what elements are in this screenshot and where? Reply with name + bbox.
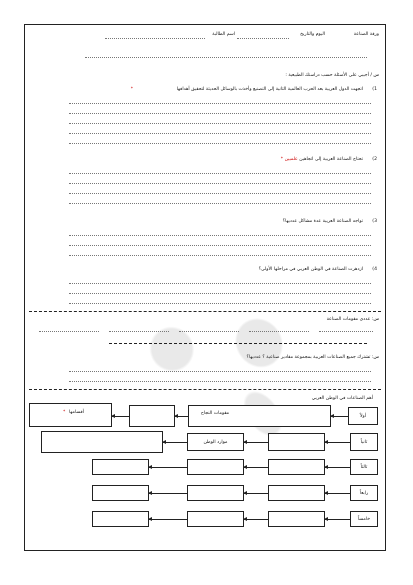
section-divider — [109, 343, 367, 344]
q1-item-3-number: 3) — [372, 219, 377, 224]
q3-prompt: س: تشترك جميع الصناعات العربية بمجموعة مقادير صناعية ؟ عدديها؟ — [246, 355, 379, 360]
row1-answer-box[interactable] — [129, 405, 175, 427]
star-marker: * — [63, 410, 66, 415]
student-name-label: اسم الطالبة — [212, 32, 235, 37]
row1-left-text: أقسامها — [69, 410, 84, 415]
answer-line[interactable] — [109, 331, 169, 332]
q1-item-3-text: تواجه الصناعة العربية عدة مشاكل عدديها؟ — [282, 219, 363, 224]
row3-box-2[interactable] — [187, 459, 244, 475]
answer-line[interactable] — [69, 245, 371, 246]
row3-box-3[interactable] — [92, 459, 149, 475]
q1-item-1-text: اتجهت الدول العربية بعد الحرب العالمية الثانية إلى التصنيع وأخذت بالوسائل الحديثة لتحقيق أهدافها — [176, 87, 363, 92]
row-label-fifth: خامساً — [350, 511, 378, 527]
connector-arrow — [325, 467, 350, 468]
q1-item-2-text: تحتاج الصناعة العربية إلى اتجاهين علميين * — [280, 157, 363, 162]
answer-line[interactable] — [69, 293, 371, 294]
connector-arrow — [244, 442, 268, 443]
connector-arrow — [325, 519, 350, 520]
answer-line[interactable] — [69, 173, 371, 174]
connector-arrow — [175, 416, 188, 417]
row-label-second: ثانياً — [350, 433, 378, 451]
connector-arrow — [149, 519, 187, 520]
answer-line[interactable] — [179, 331, 239, 332]
diagram-title: أهم الصناعات في الوطن العربي — [311, 396, 373, 401]
answer-line[interactable] — [319, 331, 373, 332]
date-fill-line[interactable] — [237, 38, 289, 39]
answer-line[interactable] — [69, 303, 371, 304]
section-divider — [29, 389, 381, 390]
row-label-fourth: رابعاً — [350, 485, 378, 501]
answer-line[interactable] — [69, 255, 371, 256]
row5-box-1[interactable] — [268, 511, 325, 527]
connector-arrow — [149, 493, 187, 494]
connector-arrow — [244, 519, 268, 520]
header-answer-line[interactable] — [85, 57, 367, 58]
connector-arrow — [112, 416, 129, 417]
row1-middle-label: مقومات النجاح — [200, 410, 230, 416]
connector-arrow — [331, 416, 348, 417]
answer-line[interactable] — [69, 371, 371, 372]
watermark-logo — [42, 150, 413, 539]
answer-line[interactable] — [69, 123, 371, 124]
worksheet-page — [24, 24, 386, 551]
row4-box-3[interactable] — [92, 485, 149, 501]
connector-arrow — [325, 442, 350, 443]
connector-arrow — [244, 467, 268, 468]
answer-line[interactable] — [69, 133, 371, 134]
q1-item-2-number: 2) — [372, 157, 377, 162]
q2-prompt: س: عددي مقومات الصناعة — [326, 317, 379, 322]
q1-item-1-number: 1) — [372, 87, 377, 92]
row4-box-1[interactable] — [268, 485, 325, 501]
highlighted-word: علميين — [284, 157, 298, 162]
q1-prompt: س / أجيبي على الأسئلة حسب دراستك الطبيعية : — [285, 73, 379, 78]
answer-line[interactable] — [69, 203, 371, 204]
connector-arrow — [163, 442, 187, 443]
answer-line[interactable] — [69, 381, 371, 382]
answer-line[interactable] — [69, 193, 371, 194]
row5-box-2[interactable] — [187, 511, 244, 527]
connector-arrow — [244, 493, 268, 494]
row2-left-box[interactable] — [41, 431, 163, 453]
answer-line[interactable] — [69, 183, 371, 184]
row-label-third: ثالثاً — [350, 459, 378, 475]
day-date-label: اليوم والتاريخ — [300, 32, 325, 37]
q1-item-4-text: ازدهرت الصناعة في الوطن العربي في مراحلها الأولى؟ — [258, 267, 363, 272]
section-divider — [29, 311, 381, 312]
row2-box-1[interactable] — [268, 433, 325, 451]
row1-left-box[interactable] — [29, 403, 112, 427]
row2-middle-box[interactable]: موارد الوطن — [187, 433, 244, 451]
answer-line[interactable] — [69, 235, 371, 236]
row4-box-2[interactable] — [187, 485, 244, 501]
q1-item-4-number: 4) — [372, 267, 377, 272]
row5-box-3[interactable] — [92, 511, 149, 527]
answer-line[interactable] — [249, 331, 309, 332]
answer-line[interactable] — [39, 331, 99, 332]
connector-arrow — [149, 467, 187, 468]
worksheet-title: ورقة الصناعة — [353, 32, 379, 37]
answer-line[interactable] — [69, 143, 371, 144]
name-fill-line[interactable] — [105, 38, 205, 39]
row3-box-1[interactable] — [268, 459, 325, 475]
star-marker: * — [130, 87, 133, 92]
answer-line[interactable] — [69, 113, 371, 114]
answer-line[interactable] — [69, 283, 371, 284]
answer-line[interactable] — [69, 103, 371, 104]
connector-arrow — [325, 493, 350, 494]
row-label-first: أولاً — [348, 407, 378, 425]
